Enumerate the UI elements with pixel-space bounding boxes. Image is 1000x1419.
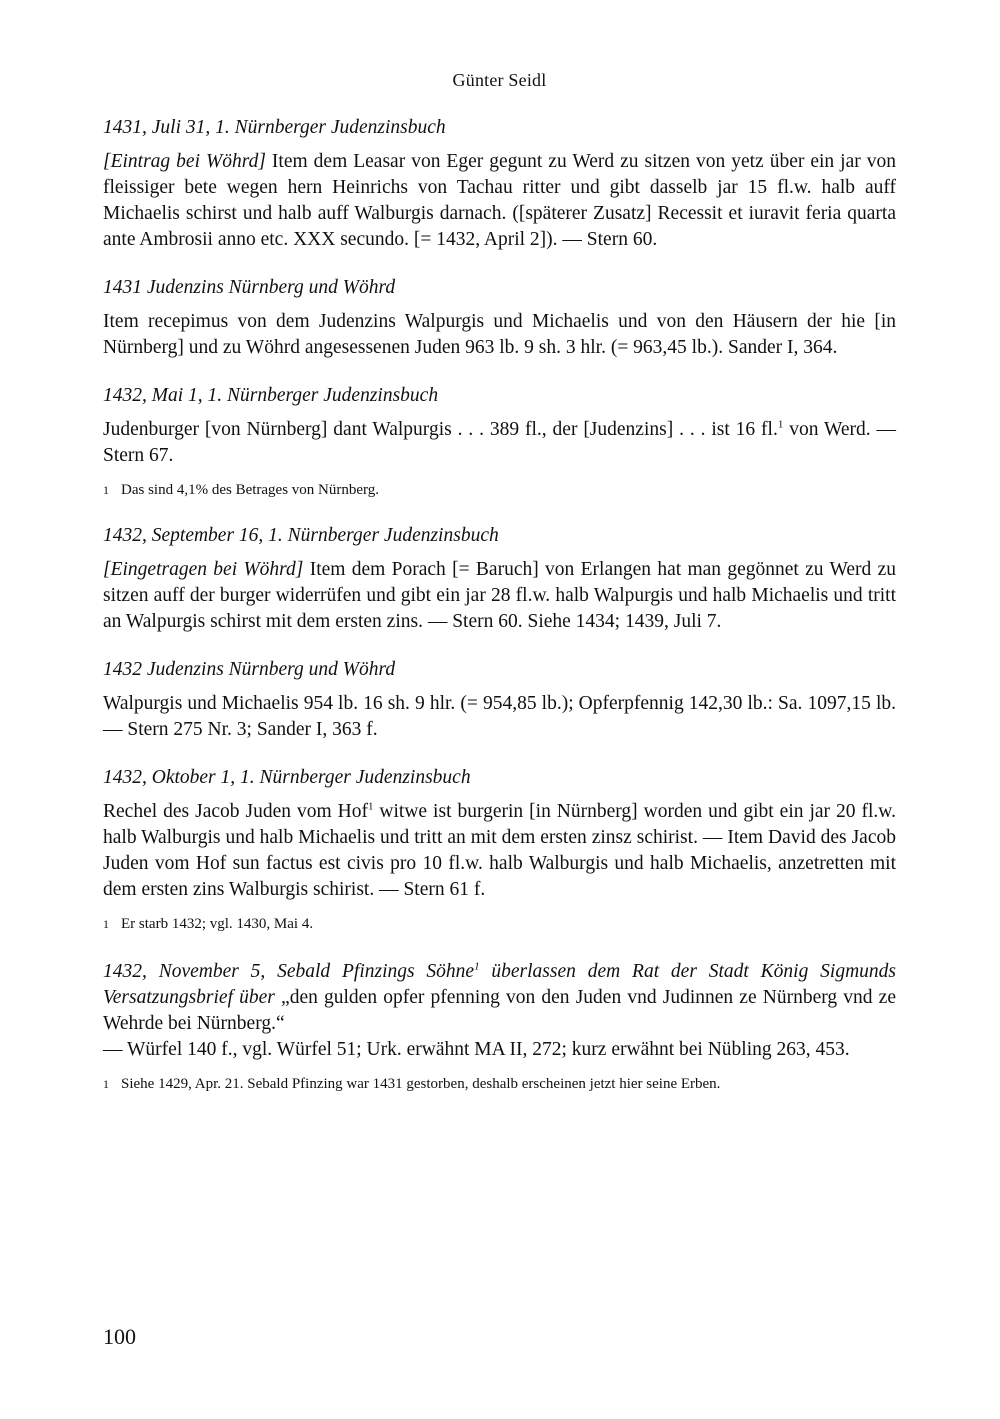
entry-1431-juli-31: [103, 115, 896, 253]
entry-quote: „den gulden opfer pfenning von den Juden vnd Judinnen ze Nürnberg vnd ze Wehrde bei Nürnberg.“: [103, 987, 896, 1034]
entry-body-part: witwe ist burgerin [in Nürnberg] worden und gibt ein jar 20 fl.w. halb Walburgis und halb Michaelis und tritt an mit dem ersten zinsz schirist. — Item David des Jacob Juden vom Hof sun factus est civis pro 10 fl.w. halb Walburgis und halb Michaelis, anzetretten mit dem ersten zins Walburgis schirist. — Stern 61 f.: [103, 801, 896, 900]
entry-heading: 1432 Judenzins Nürnberg und Wöhrd: [103, 659, 396, 680]
running-head: Günter Seidl: [452, 70, 547, 90]
footnote-text: Das sind 4,1% des Betrages von Nürnberg.: [121, 482, 380, 498]
footnote-number: 1: [103, 917, 109, 931]
entry-body-part: Rechel des Jacob Juden vom Hof: [103, 801, 368, 822]
entry-text: [103, 149, 896, 253]
footnote-number: 1: [103, 483, 109, 497]
page-number: 100: [103, 1324, 136, 1349]
entry-text: [103, 799, 896, 903]
footnote-marker: 1: [367, 800, 374, 813]
entry-heading: 1432, Oktober 1, 1. Nürnberger Judenzinsbuch: [103, 767, 471, 788]
entry-lead-italic: [Eintrag bei Wöhrd]: [103, 151, 266, 172]
footnote: [103, 913, 896, 935]
entry-text: Walpurgis und Michaelis 954 lb. 16 sh. 9 hlr. (= 954,85 lb.); Opferpfennig 142,30 lb.: Sa. 1097,15 lb. — Stern 275 Nr. 3; Sander I, 363 f.: [103, 693, 896, 740]
footnote-text: Er starb 1432; vgl. 1430, Mai 4.: [121, 916, 314, 932]
entry-text: [103, 417, 896, 469]
entry-1432-mai-1: [103, 383, 896, 501]
entry-1432-oktober-1: [103, 765, 896, 935]
footnote-text: Siehe 1429, Apr. 21. Sebald Pfinzing war 1431 gestorben, deshalb erscheinen jetzt hier seine Erben.: [121, 1076, 721, 1092]
entry-heading: 1431, Juli 31, 1. Nürnberger Judenzinsbuch: [103, 117, 446, 138]
entry-body-part: von Werd. — Stern 67.: [103, 419, 897, 466]
entry-body: Item dem Leasar von Eger gegunt zu Werd zu sitzen von yetz über ein jar von fleissiger bete wegen hern Heinrichs von Tachau ritter und gibt dasselb jar 15 fl.w. halb auff Michaelis schirst und halb auff Walburgis darnach. ([späterer Zusatz] Recessit et iuravit feria quarta ante Ambrosii anno etc. XXX secundo. [= 1432, April 2]). — Stern 60.: [103, 151, 896, 250]
entry-text: [103, 557, 896, 635]
entry-heading-part: 1432, November 5, Sebald Pfinzings Söhne: [103, 961, 475, 982]
entry-1432-september-16: [103, 523, 896, 635]
footnote: [103, 1073, 896, 1095]
entry-1432-judenzins: [103, 657, 896, 743]
entry-heading: 1431 Judenzins Nürnberg und Wöhrd: [103, 277, 396, 298]
entry-text: Item recepimus von dem Judenzins Walpurgis und Michaelis und von den Häusern der hie [in Nürnberg] und zu Wöhrd angesessenen Juden 963 lb. 9 sh. 3 hlr. (= 963,45 lb.). Sander I, 364.: [103, 311, 896, 358]
document-page: [103, 60, 896, 1095]
entry-1432-november-5: [103, 959, 896, 1095]
footnote-marker: 1: [474, 960, 480, 973]
entry-heading: 1432, Mai 1, 1. Nürnberger Judenzinsbuch: [103, 385, 439, 406]
entry-text: — Würfel 140 f., vgl. Würfel 51; Urk. erwähnt MA II, 272; kurz erwähnt bei Nübling 263, 453.: [103, 1039, 850, 1060]
entry-heading: 1432, September 16, 1. Nürnberger Judenzinsbuch: [103, 525, 499, 546]
entry-body-part: Judenburger [von Nürnberg] dant Walpurgis . . . 389 fl., der [Judenzins] . . . ist 16 fl.: [103, 419, 778, 440]
entry-1431-judenzins: [103, 275, 896, 361]
footnote: [103, 479, 896, 501]
entry-heading-part: überlassen dem Rat der Stadt König Sigmunds Versatzungsbrief über: [103, 961, 896, 1008]
entry-body: Item dem Porach [= Baruch] von Erlangen hat man gegönnet zu Werd zu sitzen auff der burger widerrüfen und gibt ein jar 28 fl.w. halb Walpurgis und halb Michaelis und tritt an Walpurgis schirst mit dem ersten zins. — Stern 60. Siehe 1434; 1439, Juli 7.: [103, 559, 896, 632]
footnote-marker: 1: [777, 418, 784, 431]
footnote-number: 1: [103, 1077, 109, 1091]
entry-lead-italic: [Eingetragen bei Wöhrd]: [103, 559, 304, 580]
entry-heading-paragraph: [103, 959, 896, 1037]
